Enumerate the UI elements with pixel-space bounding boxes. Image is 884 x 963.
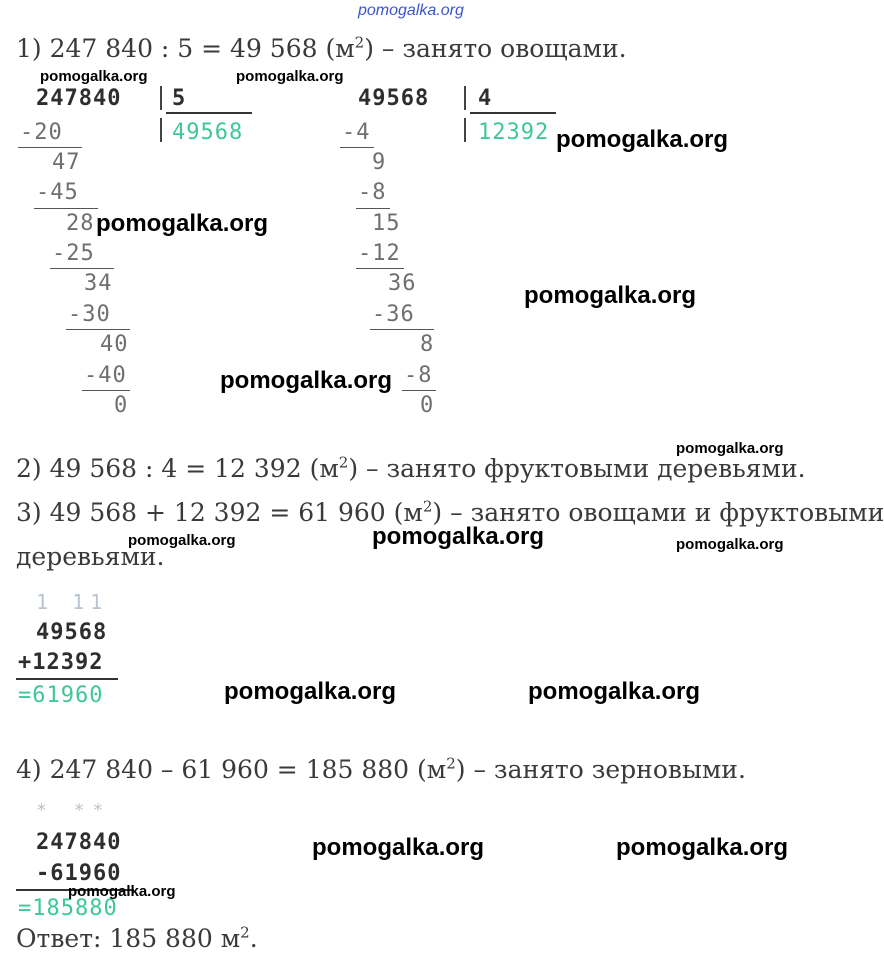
watermark: pomogalka.org xyxy=(372,523,545,550)
watermark: pomogalka.org xyxy=(616,834,789,861)
division-1-row: -20 xyxy=(20,120,63,145)
division-1-row: -40 xyxy=(84,363,127,388)
division-2-bar-bottom xyxy=(464,118,466,142)
subtraction-marks: * ** xyxy=(36,800,112,821)
division-2-bar-top xyxy=(464,86,466,110)
step-1-text: 1) 247 840 : 5 = 49 568 $(м^2)$ – занято овощами. xyxy=(16,33,627,63)
division-1-row: 28 xyxy=(66,211,95,236)
division-1-bar-bottom xyxy=(160,118,162,142)
answer-text: Ответ: 185 880 $м^2$. xyxy=(16,923,258,953)
division-2-rule xyxy=(356,268,404,269)
division-2-row: 15 xyxy=(372,211,401,236)
division-2-row: -12 xyxy=(358,241,401,266)
subtraction-operand-b: -61960 xyxy=(36,861,122,886)
division-1-row: 47 xyxy=(52,150,81,175)
division-2-row: 8 xyxy=(420,332,435,357)
subtraction-result: =185880 xyxy=(18,896,118,921)
addition-rule xyxy=(16,678,118,680)
division-2-rule xyxy=(370,329,434,330)
division-2-row: -8 xyxy=(358,180,387,205)
division-1-row: 40 xyxy=(100,332,129,357)
division-1-row: -30 xyxy=(68,302,111,327)
division-2-quotient: 12392 xyxy=(478,120,550,145)
watermark: pomogalka.org xyxy=(312,834,485,861)
division-2-divisor: 4 xyxy=(478,86,493,111)
header-watermark[interactable]: pomogalka.org xyxy=(358,2,464,19)
division-1-row: 0 xyxy=(114,393,129,418)
division-1-quotient: 49568 xyxy=(172,120,244,145)
division-2-row: 0 xyxy=(420,393,435,418)
division-2-rule xyxy=(340,147,374,148)
addition-operand-b: +12392 xyxy=(18,650,104,675)
division-2-row: -8 xyxy=(404,363,433,388)
division-1-rule xyxy=(50,268,114,269)
division-2-row: 9 xyxy=(372,150,387,175)
division-1-rule xyxy=(82,390,130,391)
addition-operand-a: 49568 xyxy=(36,620,108,645)
watermark: pomogalka.org xyxy=(236,68,344,85)
division-2-row: -36 xyxy=(372,302,415,327)
division-1-divisor: 5 xyxy=(172,86,187,111)
watermark: pomogalka.org xyxy=(528,678,701,705)
watermark: pomogalka.org xyxy=(220,367,393,394)
watermark: pomogalka.org xyxy=(224,678,397,705)
subtraction-operand-a: 247840 xyxy=(36,830,122,855)
step-2-text: 2) 49 568 : 4 = 12 392 $(м^2)$ – занято фруктовыми деревьями. xyxy=(16,453,806,483)
watermark: pomogalka.org xyxy=(676,440,784,457)
division-2-rule xyxy=(356,208,390,209)
watermark: pomogalka.org xyxy=(128,532,236,549)
step-3-continuation: деревьями. xyxy=(16,542,165,571)
division-1-row: -25 xyxy=(52,241,95,266)
division-1-rule xyxy=(18,147,82,148)
division-2-dividend: 49568 xyxy=(358,86,430,111)
watermark: pomogalka.org xyxy=(68,883,176,900)
watermark: pomogalka.org xyxy=(556,126,729,153)
division-1-row: 34 xyxy=(84,271,113,296)
division-1-rule xyxy=(34,208,98,209)
division-2-row: 36 xyxy=(388,271,417,296)
division-2-rule xyxy=(402,390,436,391)
watermark: pomogalka.org xyxy=(96,210,269,237)
addition-carry: 1 11 xyxy=(36,590,109,614)
division-1-divisor-line xyxy=(166,112,252,114)
watermark: pomogalka.org xyxy=(40,68,148,85)
division-2-divisor-line xyxy=(470,112,556,114)
division-2-row: -4 xyxy=(342,120,371,145)
watermark: pomogalka.org xyxy=(524,282,697,309)
division-1-row: -45 xyxy=(36,180,79,205)
step-4-text: 4) 247 840 – 61 960 = 185 880 $(м^2)$ – занято зерновыми. xyxy=(16,754,746,784)
division-1-rule xyxy=(66,329,130,330)
addition-result: =61960 xyxy=(18,683,104,708)
division-1-bar-top xyxy=(160,86,162,110)
watermark: pomogalka.org xyxy=(676,536,784,553)
division-1-dividend: 247840 xyxy=(36,86,122,111)
step-3-text: 3) 49 568 + 12 392 = 61 960 $(м^2)$ – занято овощами и фруктовыми xyxy=(16,497,884,527)
